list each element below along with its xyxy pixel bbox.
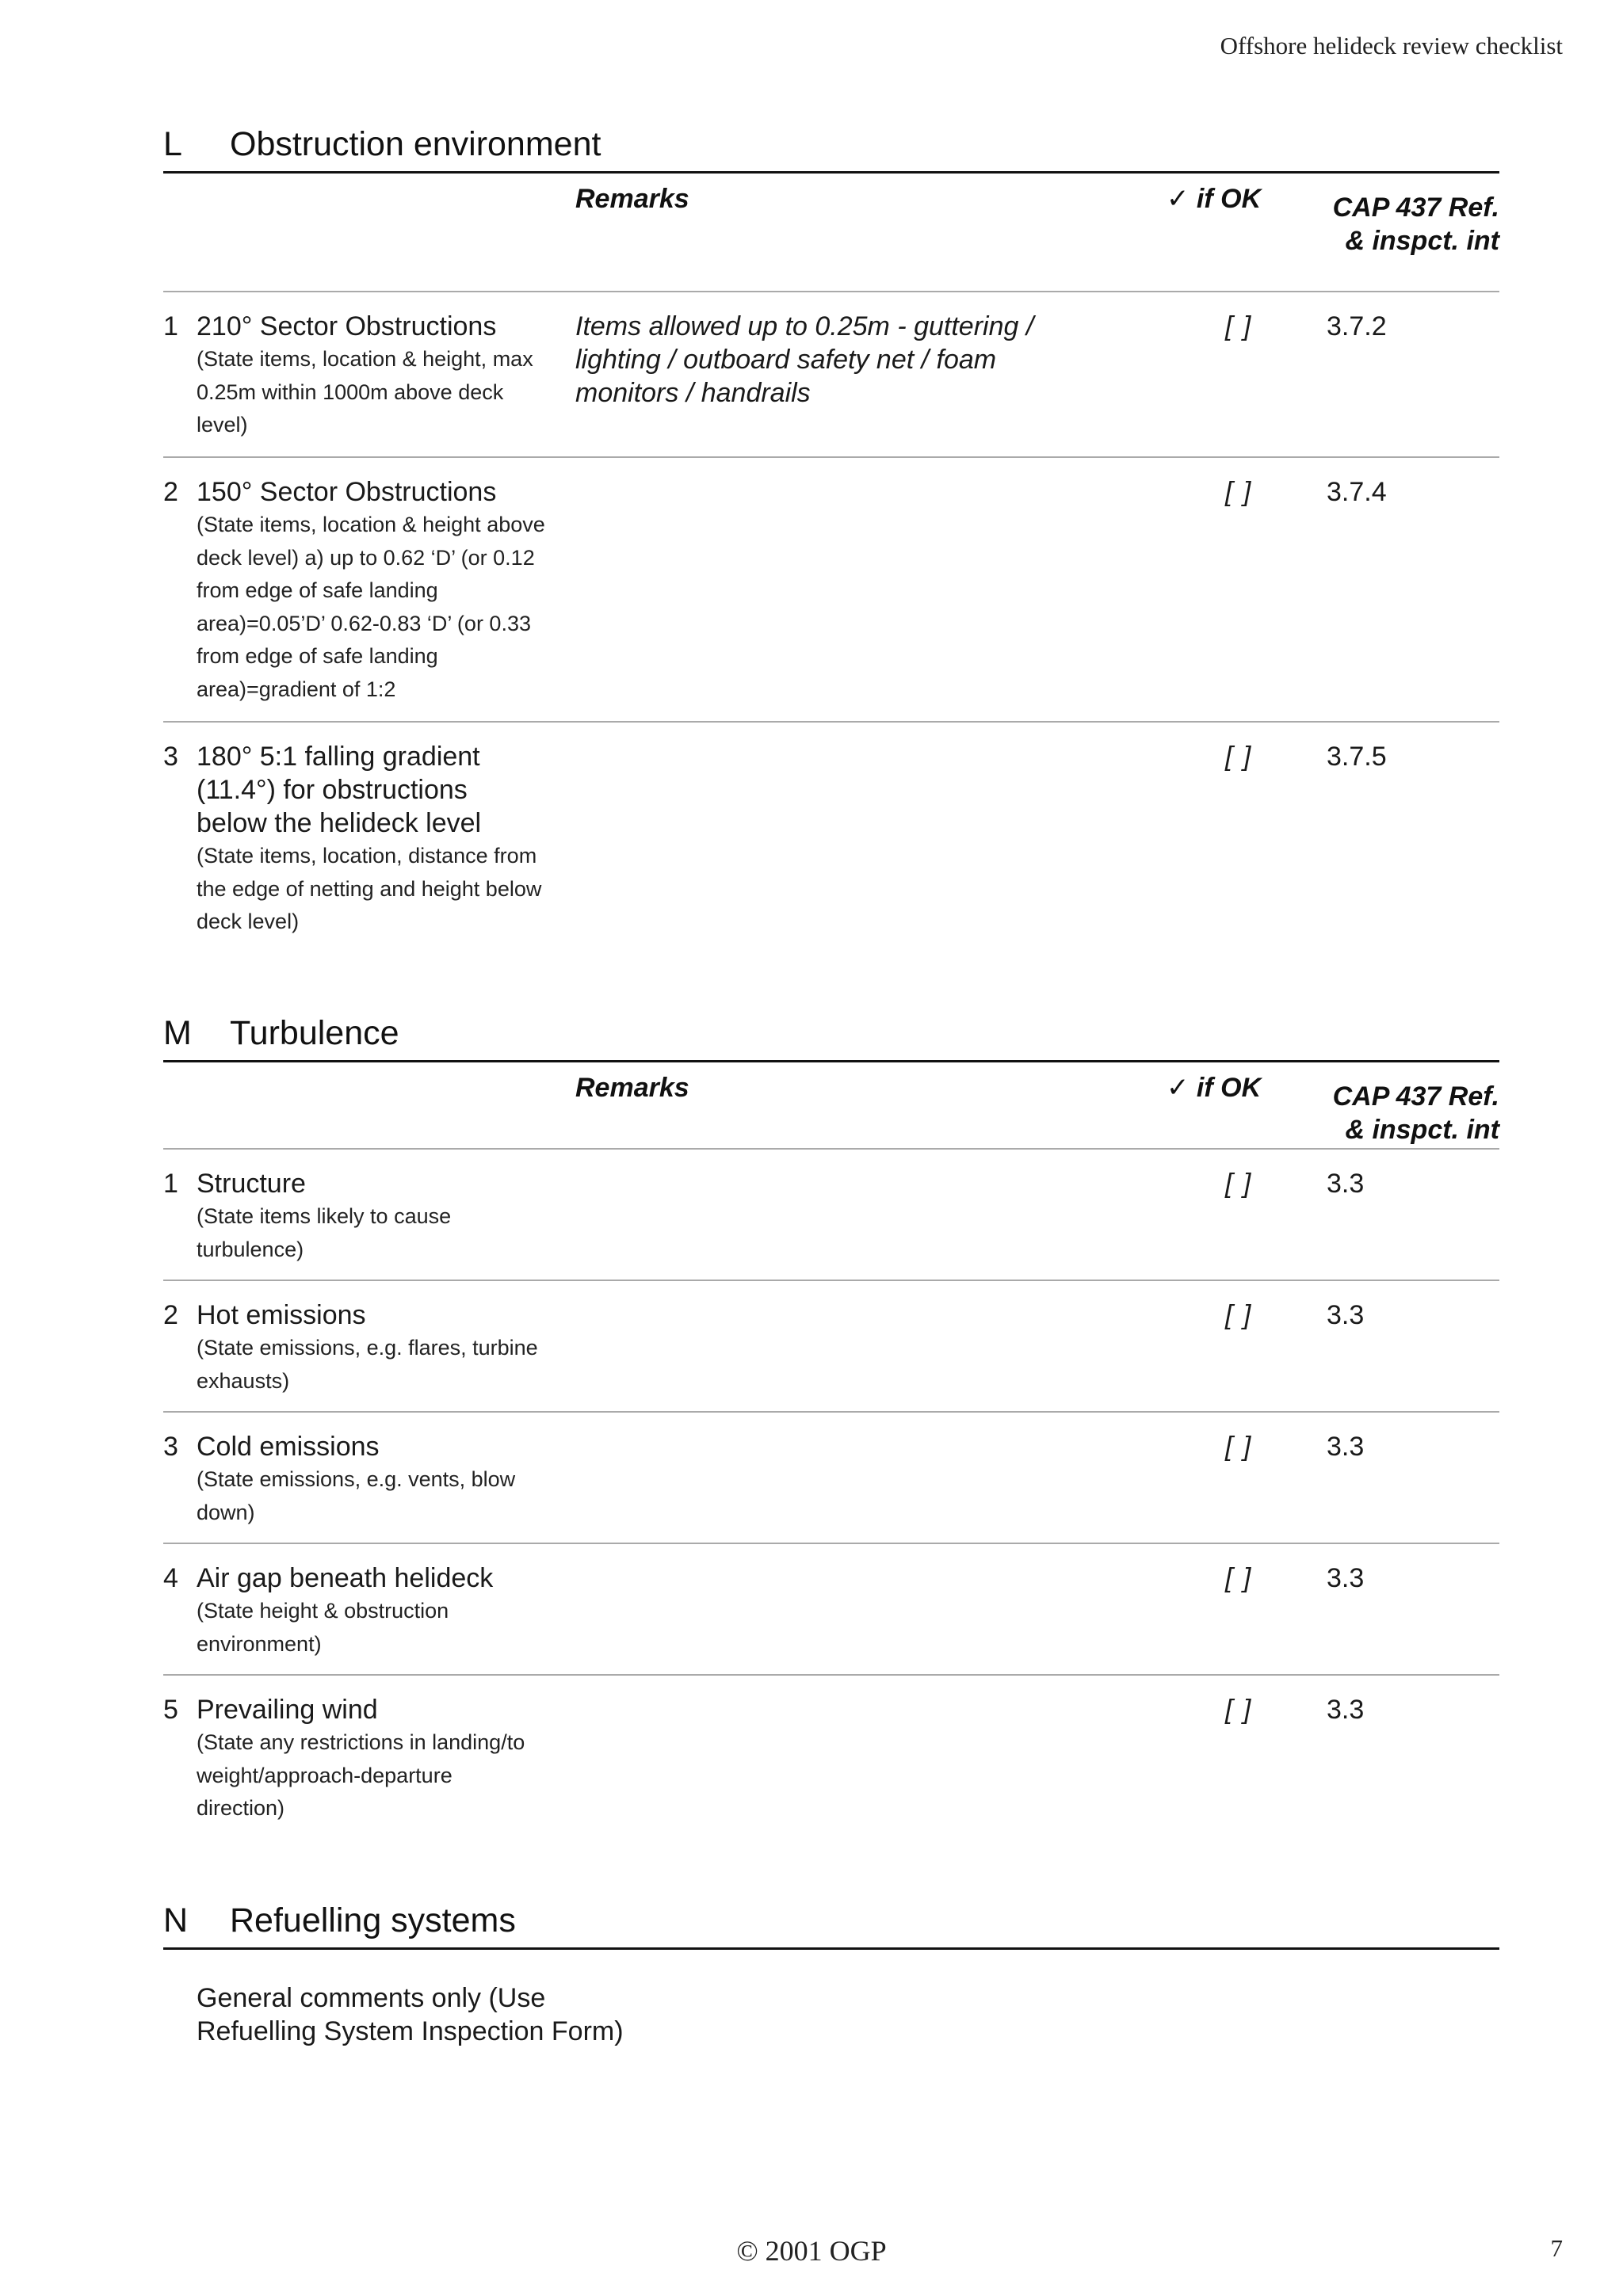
remarks-column-header: Remarks [575, 1073, 689, 1103]
cap-reference: 3.7.2 [1327, 311, 1387, 341]
item-title: Structure [197, 1169, 306, 1199]
general-comments-area [163, 1950, 1499, 2108]
ok-column-header: ✓ if OK [1167, 184, 1262, 214]
item-number: 3 [163, 1432, 178, 1462]
item-number: 2 [163, 477, 178, 507]
item-description [197, 1693, 545, 1825]
item-note: (State items, location & height above deck level) a) up to 0.62 ‘D’ (or 0.12 from edge of safe landing area)=0.05’D’ 0.62-0.83 ‘D’ (or 0.33 from edge of safe landing area)=gradient of 1:2 [197, 513, 545, 701]
checklist-row [163, 1281, 1499, 1413]
section-title: Turbulence [230, 1014, 399, 1052]
item-note: (State height & obstruction environment) [197, 1599, 449, 1656]
checklist-row [163, 458, 1499, 723]
footer-copyright: © 2001 OGP [736, 2235, 887, 2267]
item-number: 5 [163, 1695, 178, 1725]
item-note: (State items, location, distance from the edge of netting and height below deck level) [197, 844, 542, 933]
reference-header-line-2: & inspct. int [1345, 226, 1499, 256]
section-title: Refuelling systems [230, 1901, 516, 1939]
item-note: (State any restrictions in landing/to weight/approach-departure direction) [197, 1730, 525, 1820]
item-title: 150° Sector Obstructions [197, 477, 497, 507]
item-title: Air gap beneath helideck [197, 1563, 494, 1593]
ok-checkbox[interactable]: [ ] [1225, 742, 1253, 772]
cap-reference: 3.7.4 [1327, 477, 1387, 507]
cap-reference: 3.7.5 [1327, 742, 1387, 772]
item-title: 180° 5:1 falling gradient (11.4°) for obstructions below the helideck level [197, 742, 482, 838]
item-remark: Items allowed up to 0.25m - guttering / lighting / outboard safety net / foam monitors / handrails [575, 311, 1034, 408]
section-heading [163, 1901, 1499, 1950]
ok-checkbox[interactable]: [ ] [1225, 1169, 1253, 1199]
item-number: 1 [163, 1169, 178, 1199]
reference-column-header [1304, 1080, 1499, 1146]
item-description [197, 310, 545, 442]
section-title: Obstruction environment [230, 125, 601, 163]
running-header: Offshore helideck review checklist [1220, 32, 1563, 59]
item-description [197, 1562, 545, 1661]
ok-checkbox[interactable]: [ ] [1225, 477, 1253, 507]
reference-header-line-2: & inspct. int [1345, 1115, 1499, 1145]
checklist-row [163, 1676, 1499, 1842]
item-title: 210° Sector Obstructions [197, 311, 497, 341]
column-header [163, 174, 1499, 292]
reference-header-line-1: CAP 437 Ref. [1332, 1081, 1499, 1112]
checklist-row [163, 1150, 1499, 1281]
cap-reference: 3.3 [1327, 1169, 1365, 1199]
cap-reference: 3.3 [1327, 1432, 1365, 1462]
cap-reference: 3.3 [1327, 1695, 1365, 1725]
cap-reference: 3.3 [1327, 1563, 1365, 1593]
ok-checkbox[interactable]: [ ] [1225, 1300, 1253, 1330]
item-number: 2 [163, 1300, 178, 1330]
item-title: Cold emissions [197, 1432, 380, 1462]
section-turbulence [163, 1014, 1499, 1842]
section-heading [163, 1014, 1499, 1062]
item-number: 3 [163, 742, 178, 772]
item-number: 4 [163, 1563, 178, 1593]
page-number: 7 [1550, 2234, 1563, 2262]
ok-checkbox[interactable]: [ ] [1225, 311, 1253, 341]
item-description [197, 475, 545, 706]
checklist-row [163, 1413, 1499, 1544]
ok-checkbox[interactable]: [ ] [1225, 1563, 1253, 1593]
reference-column-header [1304, 191, 1499, 257]
ok-column-header: ✓ if OK [1167, 1073, 1262, 1103]
item-note: (State emissions, e.g. flares, turbine exhausts) [197, 1336, 538, 1393]
section-letter: M [163, 1014, 192, 1052]
column-header [163, 1062, 1499, 1150]
checklist-row [163, 292, 1499, 458]
section-obstruction-environment [163, 125, 1499, 936]
section-refuelling-systems [163, 1901, 1499, 2108]
item-description [197, 1299, 545, 1398]
item-description [197, 740, 545, 939]
ok-checkbox[interactable]: [ ] [1225, 1432, 1253, 1462]
item-title: Prevailing wind [197, 1695, 378, 1725]
section-letter: N [163, 1901, 189, 1939]
ok-checkbox[interactable]: [ ] [1225, 1695, 1253, 1725]
remarks-column-header: Remarks [575, 184, 689, 214]
item-number: 1 [163, 311, 178, 341]
section-letter: L [163, 125, 182, 163]
item-note: (State items likely to cause turbulence) [197, 1204, 452, 1261]
checklist-row [163, 723, 1499, 936]
item-note: (State emissions, e.g. vents, blow down) [197, 1467, 516, 1524]
item-title: Hot emissions [197, 1300, 366, 1330]
cap-reference: 3.3 [1327, 1300, 1365, 1330]
reference-header-line-1: CAP 437 Ref. [1332, 193, 1499, 223]
section-heading [163, 125, 1499, 174]
general-comments: General comments only (Use Refuelling System Inspection Form) [197, 1983, 624, 2046]
item-note: (State items, location & height, max 0.25m within 1000m above deck level) [197, 347, 533, 437]
checklist-row [163, 1544, 1499, 1676]
item-description [197, 1167, 545, 1266]
item-description [197, 1430, 545, 1529]
